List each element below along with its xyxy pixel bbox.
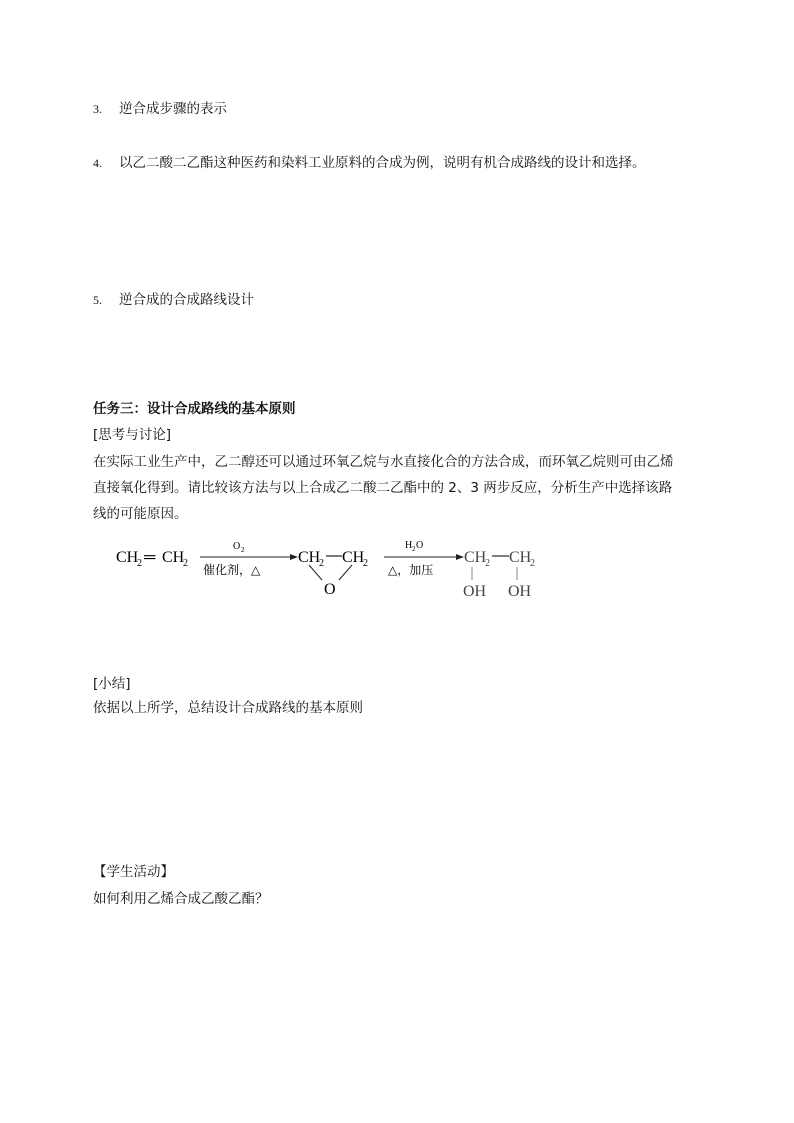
epoxide-o-bond-right — [339, 565, 352, 580]
paragraph-line-2: 直接氧化得到。请比较该方法与以上合成乙二酸二乙酯中的 2、3 两步反应，分析生产中选择该路 — [93, 480, 673, 496]
product-ch-right: CH — [509, 549, 532, 566]
task3-title: 任务三：设计合成路线的基本原则 — [93, 401, 296, 417]
epoxide-sub-right: 2 — [363, 558, 368, 569]
reactant-sub-left: 2 — [137, 558, 142, 569]
reaction-scheme — [110, 532, 550, 604]
condition1: 催化剂，△ — [203, 563, 261, 577]
item-text: 逆合成步骤的表示 — [119, 101, 227, 117]
product-sub-right: 2 — [530, 558, 535, 569]
reagent2-h: H — [405, 540, 413, 551]
item-text: 逆合成的合成路线设计 — [119, 292, 254, 308]
product-oh-left: OH — [463, 583, 487, 600]
arrow-1 — [200, 541, 298, 577]
paragraph-line-1: 在实际工业生产中，乙二醇还可以通过环氧乙烷与水直接化合的方法合成，而环氧乙烷则可由乙烯 — [93, 454, 674, 470]
epoxide-ch-left: CH — [298, 549, 321, 566]
item-number: 4. — [93, 156, 102, 170]
arrow-2-head — [456, 554, 464, 560]
summary-text: 依据以上所学，总结设计合成路线的基本原则 — [93, 700, 363, 716]
double-bond: ═ — [144, 549, 156, 566]
item-number: 3. — [93, 102, 102, 116]
reagent1-sub: 2 — [241, 546, 245, 554]
item-5 — [93, 290, 254, 310]
discussion-label: [思考与讨论] — [93, 427, 172, 443]
reactant-ch-left: CH — [116, 549, 139, 566]
epoxide-ch-right: CH — [342, 549, 365, 566]
reagent2-o: O — [416, 540, 424, 551]
reactant-ch-right: CH — [162, 549, 185, 566]
activity-question: 如何利用乙烯合成乙酸乙酯？ — [93, 891, 269, 907]
epoxide-sub-left: 2 — [319, 558, 324, 569]
product-sub-left: 2 — [485, 558, 490, 569]
reactant-sub-right: 2 — [183, 558, 188, 569]
discussion-paragraph — [93, 449, 693, 527]
item-4 — [93, 153, 646, 173]
arrow-1-head — [290, 554, 298, 560]
condition2: △，加压 — [388, 563, 434, 577]
product-ch-left: CH — [464, 549, 487, 566]
paragraph-line-3: 线的可能原因。 — [93, 506, 188, 522]
reagent2-sub: 2 — [412, 545, 416, 553]
summary-label: [小结] — [93, 676, 131, 692]
activity-label: 【学生活动】 — [93, 864, 174, 880]
reactant-ethylene — [116, 549, 188, 569]
item-number: 5. — [93, 293, 102, 307]
product-glycol — [463, 549, 535, 600]
item-text: 以乙二酸二乙酯这种医药和染料工业原料的合成为例，说明有机合成路线的设计和选择。 — [119, 155, 646, 171]
epoxide-o: O — [324, 581, 336, 598]
product-oh-right: OH — [508, 583, 532, 600]
item-3 — [93, 99, 227, 119]
reagent1-o: O — [233, 541, 241, 552]
arrow-2 — [384, 540, 464, 577]
epoxide — [298, 549, 368, 598]
